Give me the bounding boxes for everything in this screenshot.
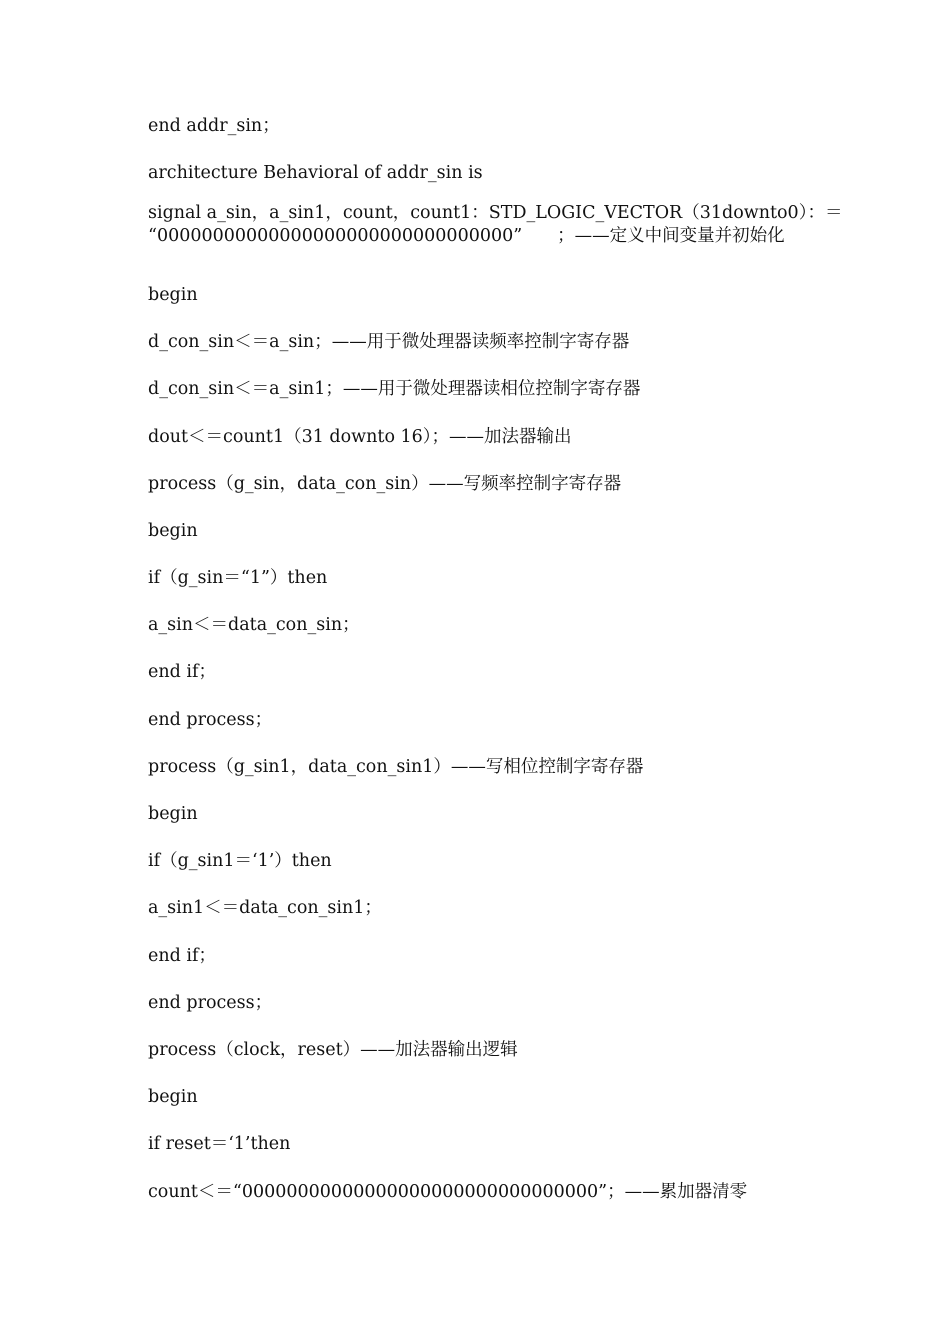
code-line-1: end addr_sin； [148,116,280,136]
code-line-3-part-1: signal a_sin，a_sin1，count，count1：STD_LOGIC_VECTOR（31downto0）：＝ [148,203,843,224]
code-line-19: end process； [148,992,273,1013]
code-line-18: end if； [148,945,216,966]
code-line-5: d_con_sin＜＝a_sin；——用于微处理器读频率控制字寄存器 [148,332,630,353]
code-line-4: begin [148,284,198,305]
code-line-17: a_sin1＜＝data_con_sin1； [148,898,382,919]
code-line-11: a_sin＜＝data_con_sin； [148,615,360,636]
code-line-7: dout＜＝count1（31 downto 16）；——加法器输出 [148,426,572,447]
code-line-23: count＜＝“00000000000000000000000000000000”；——累加器清零 [148,1181,748,1202]
code-line-21: begin [148,1087,198,1108]
code-line-16: if（g_sin1＝‘1’）then [148,851,332,872]
code-line-13: end process； [148,709,273,730]
code-line-2: architecture Behavioral of addr_sin is [148,163,483,184]
code-line-3 [148,202,843,277]
vhdl-code-listing [148,108,843,1221]
code-line-22: if reset＝‘1’then [148,1134,291,1155]
code-line-8: process（g_sin，data_con_sin）——写频率控制字寄存器 [148,473,622,494]
code-line-3-part-2: “00000000000000000000000000000000” ；——定义中间变量并初始化 [148,226,785,247]
code-line-10: if（g_sin＝“1”）then [148,568,328,589]
code-line-14: process（g_sin1，data_con_sin1）——写相位控制字寄存器 [148,756,644,777]
code-line-20: process（clock，reset）——加法器输出逻辑 [148,1039,518,1060]
code-line-9: begin [148,520,198,541]
code-line-15: begin [148,804,198,825]
code-line-6: d_con_sin＜＝a_sin1；——用于微处理器读相位控制字寄存器 [148,379,641,400]
code-line-12: end if； [148,662,216,683]
